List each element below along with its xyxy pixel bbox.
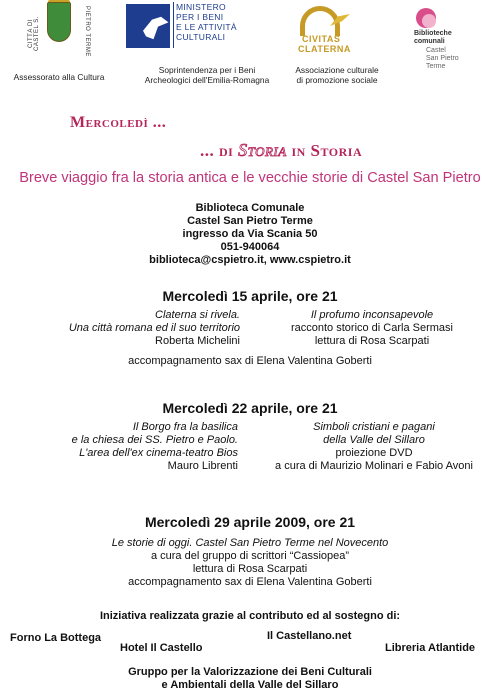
event-detail: lettura di Rosa Scarpati	[314, 335, 430, 347]
civitas-word-1: CIVITAS	[302, 34, 341, 44]
mibac-name-line: CULTURALI	[176, 32, 226, 42]
event-left-column	[40, 309, 240, 348]
sponsor-gruppo-line: e Ambientali della Valle del Sillaro	[161, 678, 339, 688]
event-detail: proiezione DVD	[335, 447, 413, 459]
sponsor-gruppo-line: Gruppo per la Valorizzazione dei Beni Culturali	[128, 666, 372, 678]
title-outline-word: Storia	[238, 140, 287, 160]
mibac-name-line: PER I BENI	[176, 12, 224, 22]
venue-line: Castel San Pietro Terme	[187, 215, 313, 227]
event-title: della Valle del Sillaro	[323, 434, 425, 446]
mibac-name	[176, 2, 237, 42]
event-title: Claterna si rivela.	[155, 309, 240, 321]
biblio-title-2: comunali	[414, 38, 445, 45]
event-note: accompagnamento sax di Elena Valentina Goberti	[128, 576, 372, 588]
venue-block	[0, 202, 500, 267]
event-title: Una città romana ed il suo territorio	[68, 322, 240, 334]
biblio-sub	[426, 47, 459, 71]
subtitle: Breve viaggio fra la storia antica e le vecchie storie di Castel San Pietro	[19, 170, 481, 186]
mibac-name-line: E LE ATTIVITÀ	[176, 22, 237, 32]
event-title: Simboli cristiani e pagani	[313, 421, 435, 433]
arch-icon	[300, 6, 340, 36]
venue-line: ingresso da Via Scania 50	[182, 228, 318, 240]
crest-text-right: PIETRO TERME	[84, 6, 90, 57]
event-detail: a cura del gruppo di scrittori “Cassiopea”	[150, 550, 350, 562]
mibac-caption-2: Archeologici dell'Emilia-Romagna	[144, 75, 270, 85]
sponsor-gruppo	[0, 666, 500, 688]
event-date: Mercoledì 15 aprile, ore 21	[162, 288, 338, 304]
sponsor-heading: Iniziativa realizzata grazie al contributo ed al sostegno di:	[99, 610, 401, 622]
venue-contacts: biblioteca@cspietro.it, www.cspietro.it	[149, 254, 351, 266]
sponsor-castellano: Il Castellano.net	[267, 630, 352, 642]
event-title: Il Borgo fra la basilica	[132, 421, 238, 433]
event-date: Mercoledì 22 aprile, ore 21	[162, 400, 338, 416]
biblio-title-1: Biblioteche	[414, 30, 452, 37]
venue-phone: 051-940064	[220, 241, 280, 253]
event-title: Le storie di oggi. Castel San Pietro Terme nel Novecento	[111, 537, 389, 549]
biblio-title	[414, 30, 452, 46]
sponsor-forno: Forno La Bottega	[10, 632, 102, 644]
event-speaker: Mauro Librenti	[167, 460, 238, 472]
venue-line: Biblioteca Comunale	[195, 202, 305, 214]
biblio-sub-1: Castel	[426, 47, 446, 54]
crest-text-left: CITTÀ DI CASTEL S.	[28, 16, 40, 52]
event-block	[0, 537, 500, 589]
sponsor-libreria: Libreria Atlantide	[385, 642, 476, 654]
logo-biblioteche-comunali	[402, 0, 500, 80]
circle-icon	[422, 14, 436, 28]
biblio-sub-3: Terme	[426, 63, 446, 70]
crest-icon	[24, 0, 94, 62]
event-speaker: Roberta Michelini	[155, 335, 240, 347]
castel-caption: Assessorato alla Cultura	[13, 72, 105, 82]
mibac-caption-1: Soprintendenza per i Beni	[158, 65, 256, 75]
civitas-wordmark	[284, 34, 390, 54]
event-date: Mercoledì 29 aprile 2009, ore 21	[144, 514, 356, 530]
shield-icon	[47, 2, 71, 42]
civitas-caption-1: Associazione culturale	[295, 65, 379, 75]
mibac-mark-icon	[126, 4, 170, 48]
event-title: L'area dell'ex cinema-teatro Bios	[79, 447, 238, 459]
event-right-column	[258, 421, 490, 473]
logo-castel-san-pietro	[0, 0, 118, 82]
event-detail: racconto storico di Carla Sermasi	[290, 322, 453, 334]
title-prefix: ... di	[200, 141, 239, 160]
event-detail: lettura di Rosa Scarpati	[192, 563, 308, 575]
event-right-column	[262, 309, 482, 348]
logo-mibac	[118, 0, 296, 85]
event-title: Il profumo inconsapevole	[310, 309, 434, 321]
divider	[173, 2, 174, 48]
event-title: e la chiesa dei SS. Pietro e Paolo.	[71, 434, 238, 446]
bird-icon	[140, 14, 170, 42]
event-note: accompagnamento sax di Elena Valentina Goberti	[128, 355, 372, 367]
civitas-caption-2: di promozione sociale	[296, 75, 378, 85]
event-left-column	[20, 421, 238, 473]
title-line-1: Mercoledì ...	[70, 114, 167, 131]
logo-civitas-claterna	[278, 0, 396, 85]
event-detail: a cura di Maurizio Molinari e Fabio Avoni	[275, 460, 473, 472]
title-suffix: in Storia	[286, 141, 363, 160]
civitas-word-2: CLATERNA	[298, 44, 351, 54]
sponsor-hotel: Hotel Il Castello	[120, 642, 203, 654]
mibac-name-line: MINISTERO	[176, 2, 226, 12]
biblio-sub-2: San Pietro	[426, 55, 459, 62]
title-line-2	[200, 140, 362, 161]
